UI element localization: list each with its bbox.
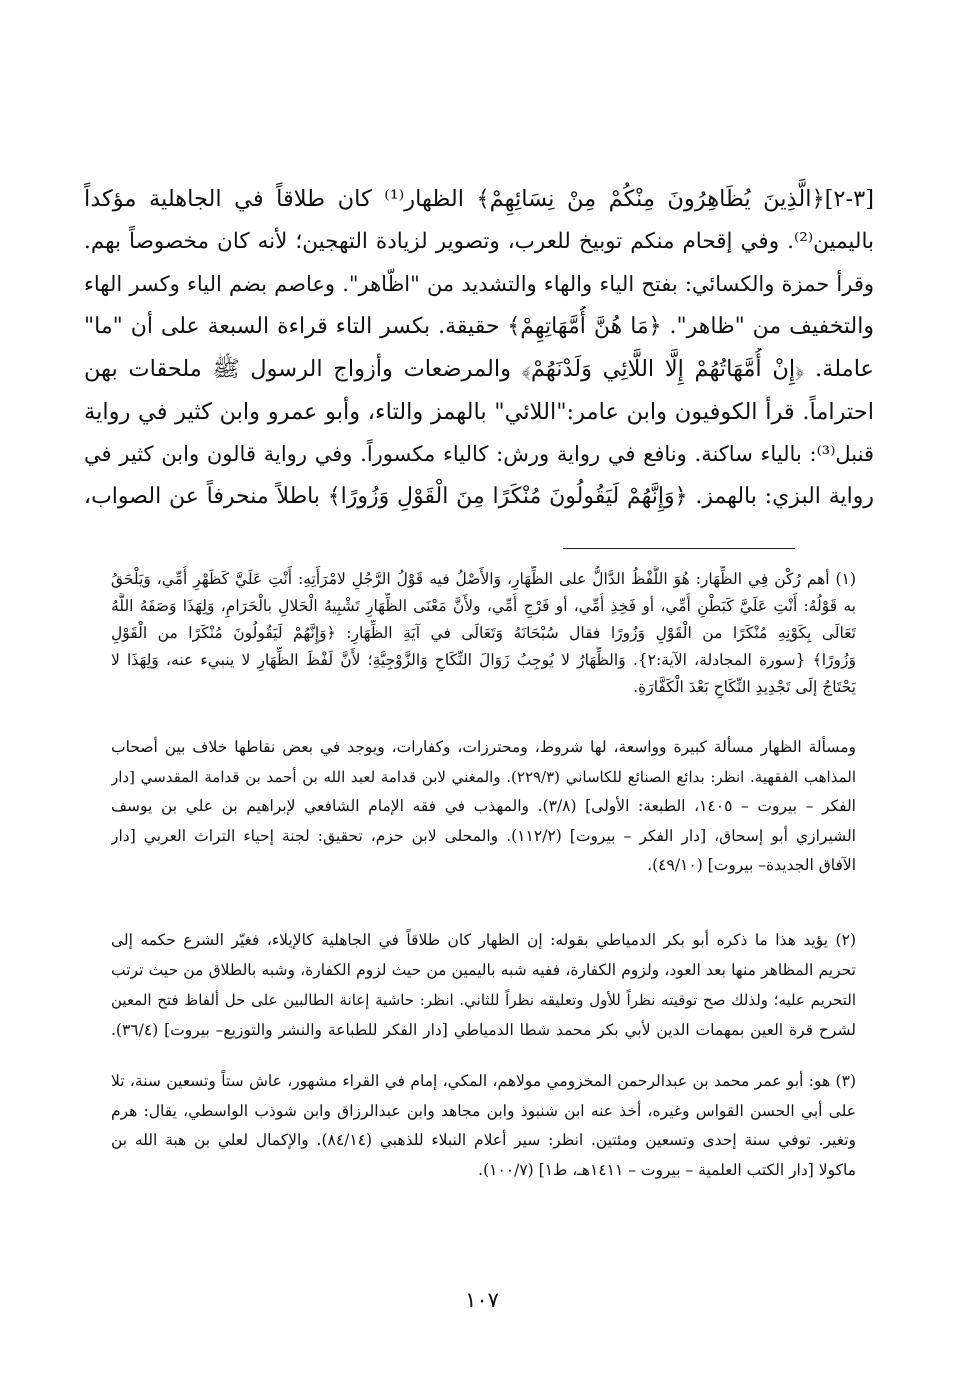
main-text-line: رواية البزي: بالهمز. ﴿وَإِنَّهُمْ لَيَقُولُونَ مُنْكَرًا مِنَ الْقَوْلِ وَزُورًا﴾ باطلاً منحرفاً عن الصواب،	[84, 483, 874, 509]
main-text-line: باليمين⁽²⁾. وفي إقحام منكم توبيخ للعرب، وتصوير لزيادة التهجين؛ لأنه كان مخصوصاً بهم.	[84, 228, 874, 254]
main-text-line: احتراماً. قرأ الكوفيون وابن عامر:"اللائي" بالهمز والتاء، وأبو عمرو وابن كثير في رواية	[84, 398, 874, 425]
page-number: ١٠٧	[465, 1288, 499, 1312]
footnote-line: الفكر – بيروت – ١٤٠٥، الطبعة: الأولى] (٣/٨). والمهذب في فقه الإمام الشافعي لإبراهيم بن علي بن يوسف	[111, 797, 856, 815]
footnote-1	[111, 566, 856, 701]
footnote-line: المذاهب الفقهية. انظر: بدائع الصنائع للكاساني (٢٢٩/٣). والمغني لابن قدامة لعبد الله بن أحمد بن قدامة المقدسي [دار	[111, 767, 856, 786]
footnote-line: به قَوْلُهُ: أَنْتِ عَلَيَّ كَبَطْنِ أُمِّي، أو فَخِذِ أُمِّي، أو فَرْجِ أُمِّي، ولأَنَّ مَعْنَى الظِّهَارِ تَشْبِيهُ الْحَلالِ بالْحَرَامِ، وَلِهَذَا وَصَفَهُ اللَّهُ	[111, 597, 856, 615]
footnote-2	[111, 925, 856, 1045]
footnote-line: يَحْتَاجُ إلَى تَجْدِيدِ النِّكَاحِ بَعْدَ الْكَفَّارَةِ.	[633, 678, 856, 696]
footnote-line: وتغير. توفي سنة إحدى وتسعين ومئتين. انظر: سير أعلام النبلاء للذهبي (٨٤/١٤). والإكمال لعلي بن هبة الله بن	[111, 1131, 856, 1149]
main-text-line: والتخفيف من "ظاهر". ﴿مَا هُنَّ أُمَّهَاتِهِمْ﴾ حقيقة. بكسر التاء قراءة السبعة على أن "ما"	[84, 313, 874, 339]
main-text	[84, 178, 874, 518]
footnote-line: على أبي الحسن القواس وغيره، أخذ عنه ابن شنبوذ وابن مجاهد وابن عبدالرزاق وابن شوذب الواسطي، يقال: هرم	[111, 1101, 856, 1120]
footnote-line: لشرح قرة العين بمهمات الدين لأبي بكر محمد شطا الدمياطي [دار الفكر للطباعة والنشر والتوزيع– بيروت] (٣٦/٤).	[111, 1021, 856, 1039]
footnote-line: (٣) هو: أبو عمر محمد بن عبدالرحمن المخزومي مولاهم، المكي، إمام في القراء مشهور، عاش ستاً وتسعين سنة، تلا	[111, 1072, 856, 1090]
footnote-separator	[563, 548, 795, 549]
footnote-line: الشيرازي أبو إسحاق، [دار الفكر – بيروت] (١١٢/٢). والمحلى لابن حزم، تحقيق: لجنة إحياء التراث العربي [دار	[111, 826, 856, 845]
footnote-line: تَعَالَى بِكَوْنِهِ مُنْكَرًا من الْقَوْلِ وَزُورًا فقال سُبْحَانَهُ وَتَعَالَى في آيَةِ الظِّهَارِ: ﴿وَإِنَّهُمْ لَيَقُولُونَ مُنْكَرًا من الْقَوْلِ	[111, 624, 856, 642]
main-text-line: وقرأ حمزة والكسائي: بفتح الياء والهاء والتشديد من "اظّاهر". وعاصم بضم الياء وكسر الهاء	[84, 272, 874, 296]
footnote-1-continued	[111, 733, 856, 881]
footnote-line: (٢) يؤيد هذا ما ذكره أبو بكر الدمياطي بقوله: إن الظهار كان طلاقاً في الجاهلية كالإيلاء، فغيّر الشرع حكمه إلى	[111, 931, 856, 949]
footnote-line: الآفاق الجديدة– بيروت] (٤٩/١٠).	[647, 856, 856, 874]
main-text-line: عاملة. ﴿إِنْ أُمَّهَاتُهُمْ إِلَّا اللَّائِي وَلَدْنَهُمْ﴾ والمرضعات وأزواج الرسول ﷺ ملحقات بهن	[84, 356, 874, 382]
footnote-line: وَزُورًا﴾ {سورة المجادلة، الآية:٢}. وَالظِّهَارُ لا يُوجِبُ زَوَالَ النِّكَاحِ وَالزَّوْجِيَّةِ؛ لأَنَّ لَفْظَ الظِّهَارِ لا ينبيء عنه، وَلِهَذَا لا	[111, 651, 856, 669]
main-text-line: قنبل⁽³⁾: بالياء ساكنة. ونافع في رواية ورش: كالياء مكسوراً. وفي رواية قالون وابن كثير في	[84, 442, 874, 466]
footnote-line: تحريم المظاهر منها بعد العود، ولزوم الكفارة، ففيه شبه باليمين من حيث لزوم الكفارة، وشبه بالطلاق من حيث ترتب	[111, 961, 856, 979]
footnote-line: (١) أهم رُكْن فِي الظِّهَار: هُوَ اللَّفْظُ الدَّالُّ على الظِّهَارِ، وَالأَصْلُ فيه قَوْلُ الرَّجُلِ لامْرَأَتِهِ: أَنْتِ عَلَيَّ كَظَهْرِ أُمِّي، وَيَلْحَقُ	[111, 570, 856, 588]
footnote-line: ومسألة الظهار مسألة كبيرة وواسعة، لها شروط، ومحترزات، وكفارات، ويوجد في بعض نقاطها خلاف بين أصحاب	[111, 738, 856, 756]
footnote-line: التحريم عليه؛ ولذلك صح توقيته نظراً للأول وتعليقه نظراً للثاني. انظر: حاشية إعانة الطالبين على حل ألفاظ فتح المعين	[111, 991, 856, 1009]
footnote-3	[111, 1067, 856, 1185]
footnote-line: ماكولا [دار الكتب العلمية – بيروت – ١٤١١هـ، ط١] (١٠٠/٧).	[478, 1160, 856, 1179]
main-text-line: [٣-٢]﴿الَّذِينَ يُظَاهِرُونَ مِنْكُمْ مِنْ نِسَائِهِمْ﴾ الظهار⁽¹⁾ كان طلاقاً في الجاهلية مؤكداً	[84, 186, 874, 212]
